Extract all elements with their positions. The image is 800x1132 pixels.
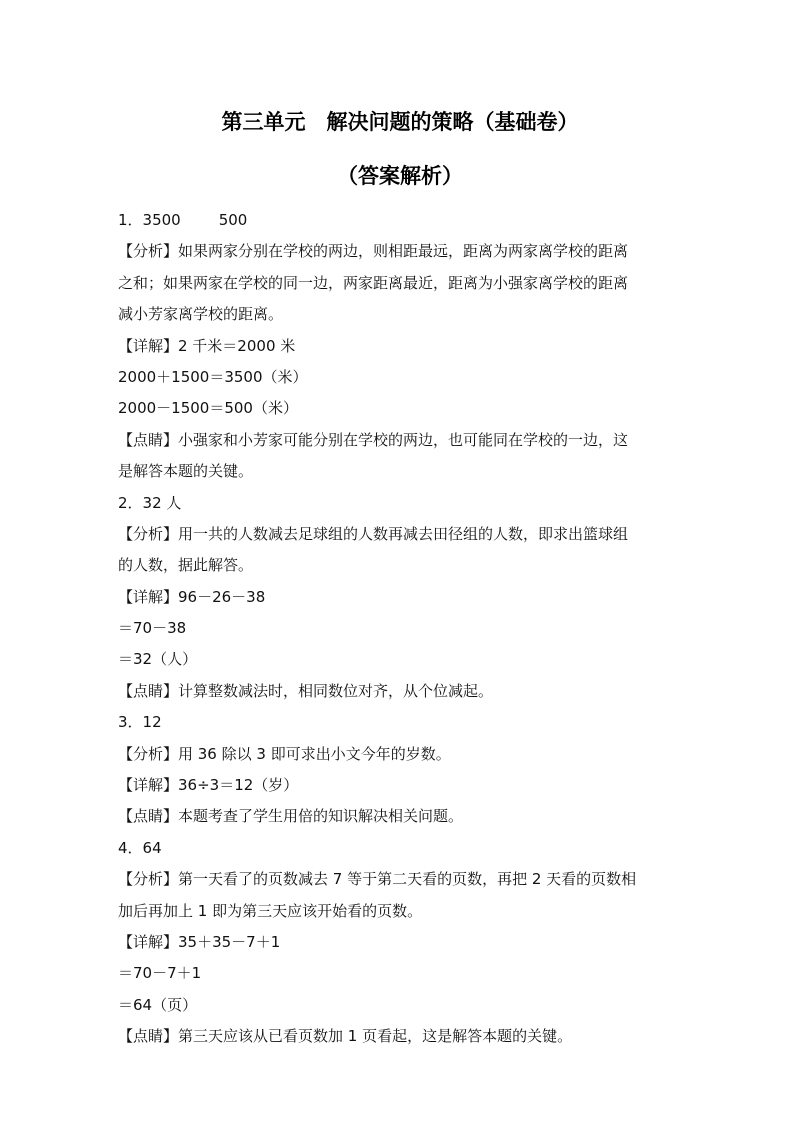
- text-line: 【分析】如果两家分别在学校的两边，则相距最远，距离为两家离学校的距离: [118, 242, 629, 261]
- text-line: 【详解】35＋35－7＋1: [118, 932, 281, 951]
- text-line: ＝32（人）: [118, 650, 198, 669]
- answer-4-heading: 4．64: [118, 838, 162, 857]
- text-line: 【点睛】小强家和小芳家可能分别在学校的两边，也可能同在学校的一边，这: [118, 430, 629, 449]
- text-line: 减小芳家离学校的距离。: [118, 305, 284, 324]
- text-line: ＝70－38: [118, 619, 187, 638]
- text-line: 【详解】96－26－38: [118, 587, 266, 606]
- text-line: 【点睛】本题考查了学生用倍的知识解决相关问题。: [118, 807, 464, 826]
- text-line: 加后再加上 1 即为第三天应该开始看的页数。: [118, 901, 423, 920]
- answer-2-heading: 2．32 人: [118, 493, 182, 512]
- document-subtitle: （答案解析）: [337, 164, 463, 188]
- text-line: ＝64（页）: [118, 995, 198, 1014]
- text-line: 【点睛】计算整数减法时，相同数位对齐，从个位减起。: [118, 681, 494, 700]
- text-line: 2000－1500＝500（米）: [118, 399, 298, 418]
- document-title: 第三单元 解决问题的策略（基础卷）: [221, 110, 579, 134]
- text-line: 【分析】第一天看了的页数减去 7 等于第二天看的页数，再把 2 天看的页数相: [118, 870, 637, 889]
- text-line: 的人数，据此解答。: [118, 556, 254, 575]
- text-line: 是解答本题的关键。: [118, 462, 254, 481]
- text-line: 【分析】用一共的人数减去足球组的人数再减去田径组的人数，即求出篮球组: [118, 524, 629, 543]
- answer-1-value-a: 1．3500: [118, 211, 181, 229]
- text-line: 【详解】2 千米＝2000 米: [118, 336, 296, 355]
- text-line: 2000＋1500＝3500（米）: [118, 367, 308, 386]
- text-line: 【详解】36÷3＝12（岁）: [118, 776, 299, 795]
- text-line: ＝70－7＋1: [118, 964, 202, 983]
- answer-content: [118, 205, 683, 1053]
- answer-3-heading: 3．12: [118, 713, 162, 732]
- answer-1-heading: [118, 205, 683, 236]
- answer-1-value-b: 500: [218, 211, 248, 229]
- text-line: 【分析】用 36 除以 3 即可求出小文今年的岁数。: [118, 744, 451, 763]
- text-line: 之和；如果两家在学校的同一边，两家距离最近，距离为小强家离学校的距离: [118, 273, 629, 292]
- text-line: 【点睛】第三天应该从已看页数加 1 页看起，这是解答本题的关键。: [118, 1027, 573, 1046]
